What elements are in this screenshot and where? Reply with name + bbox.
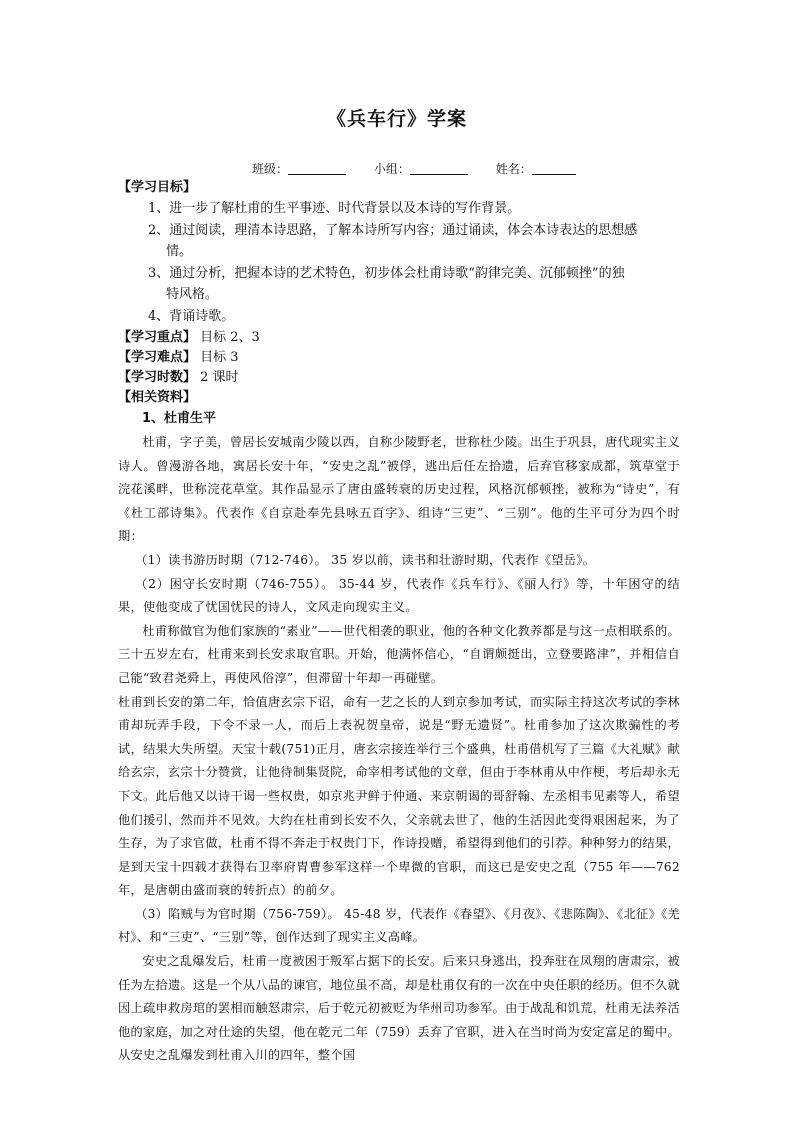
- document-body: [118, 178, 680, 1068]
- goals-heading: 【学习目标】: [118, 180, 197, 195]
- goal-item: [148, 263, 682, 305]
- goal-text: 2、通过阅读，理清本诗思路，了解本诗所写内容；通过诵读，体会本诗表达的思想感: [148, 223, 638, 238]
- group-field: [374, 160, 468, 177]
- goal-item: 1、进一步了解杜甫的生平事迹、时代背景以及本诗的写作背景。: [148, 201, 521, 216]
- body-paragraph: （1）读书游历时期（712-746）。 35 岁以前，读书和壮游时期，代表作《望岳》。: [135, 552, 596, 567]
- difficulty-value: 目标 3: [200, 350, 239, 365]
- name-label: 姓名：: [495, 162, 532, 176]
- body-paragraph: 安史之乱爆发后，杜甫一度被困于叛军占据下的长安。后来只身逃出，投奔驻在凤翔的唐肃宗，被任为左拾遗。这是一个从八品的谏官，地位虽不高，却是杜甫仅有的一次在中央任职的经历。但不久就因上疏申救房琯的罢相而触怒肃宗，后于乾元初被贬为华州司功参军。由于战乱和饥荒，杜甫无法养活他的家庭，加之对仕途的失望，他在乾元二年（759）丢弃了官职，进入在当时尚为安定富足的蜀中。从安史之乱爆发到杜甫入川的四年，整个国: [118, 954, 680, 1063]
- name-blank[interactable]: [532, 162, 576, 175]
- body-paragraph: 杜甫到长安的第二年，恰值唐玄宗下诏，命有一艺之长的人到京参加考试，而实际主持这次考试的李林甫却玩弄手段，下令不录一人，而后上表祝贺皇帝，说是“野无遗贤”。杜甫参加了这次欺骗性的考试，结果大失所望。天宝十载(751)正月，唐玄宗接连举行三个盛典，杜甫借机写了三篇《大礼赋》献给玄宗，玄宗十分赞赏，让他待制集贤院，命宰相考试他的文章，但由于李林甫从中作梗，考后却永无下文。此后他又以诗干谒一些权贵，如京兆尹鲜于仲通、来京朝谒的哥舒翰、左丞相韦见素等人，希望他们援引，然而并不见效。大约在杜甫到长安不久，父亲就去世了，他的生活因此变得艰困起来，为了生存，为了求官做，杜甫不得不奔走于权贵门下，作诗投赠，希望得到他们的引荐。种种努力的结果，是到天宝十四载才获得右卫率府胄曹参军这样一个卑微的官职，而这已是安史之乱（755 年——762 年，是唐朝由盛而衰的转折点）的前夕。: [118, 694, 680, 898]
- group-label: 小组：: [373, 162, 410, 176]
- goal-item: 4、背诵诗歌。: [148, 309, 235, 324]
- goal-text: 3、通过分析，把握本诗的艺术特色，初步体会杜甫诗歌“韵律完美、沉郁顿挫”的独: [148, 266, 625, 281]
- key-points-value: 目标 2、3: [200, 330, 260, 345]
- group-blank[interactable]: [410, 162, 468, 175]
- hours-heading: 【学习时数】: [118, 370, 197, 385]
- materials-heading: 【相关资料】: [118, 390, 197, 405]
- class-blank[interactable]: [288, 162, 346, 175]
- page-title: 《兵车行》学案: [326, 108, 467, 130]
- hours-value: 2 课时: [200, 370, 239, 385]
- subsection-heading: 1、杜甫生平: [142, 411, 217, 426]
- difficulty-row: [118, 348, 680, 368]
- class-label: 班级：: [252, 162, 289, 176]
- body-paragraph: 杜甫称做官为他们家族的“素业”——世代相袭的职业，他的各种文化教养都是与这一点相联系的。三十五岁左右，杜甫来到长安求取官职。开始，他满怀信心，“自谓颇挺出，立登要路津”，并相信自己能“致君尧舜上，再使风俗淳”，但滞留十年却一再碰壁。: [118, 623, 680, 685]
- difficulty-heading: 【学习难点】: [118, 350, 197, 365]
- body-paragraph: （2）困守长安时期（746-755）。 35-44 岁，代表作《兵车行》、《丽人行》等，十年困守的结果，使他变成了忧国忧民的诗人，文风走向现实主义。: [118, 576, 680, 615]
- hours-row: [118, 368, 680, 388]
- goal-text-continued: 特风格。: [166, 287, 219, 302]
- body-paragraph: 杜甫，字子美，曾居长安城南少陵以西，自称少陵野老，世称杜少陵。出生于巩县，唐代现实主义诗人。曾漫游各地，寓居长安十年，“安史之乱”被俘，逃出后任左拾遗，后弃官移家成都，筑草堂于浣花溪畔，世称浣花草堂。其作品显示了唐由盛转衰的历史过程，风格沉郁顿挫，被称为“诗史”，有《杜工部诗集》。代表作《自京赴奉先县咏五百字》、组诗“三吏”、“三别”。他的生平可分为四个时期：: [118, 435, 680, 544]
- goal-text-continued: 情。: [166, 244, 193, 259]
- key-points-row: [118, 328, 680, 348]
- body-paragraph: （3）陷贼与为官时期（756-759）。 45-48 岁，代表作《春望》、《月夜》、《悲陈陶》、《北征》《羌村》、和“三吏”、“三别”等，创作达到了现实主义高峰。: [118, 906, 680, 945]
- goal-item: [148, 220, 682, 262]
- class-field: [252, 160, 346, 177]
- name-field: [496, 160, 576, 177]
- student-info-fields: [252, 160, 600, 177]
- key-points-heading: 【学习重点】: [118, 330, 197, 345]
